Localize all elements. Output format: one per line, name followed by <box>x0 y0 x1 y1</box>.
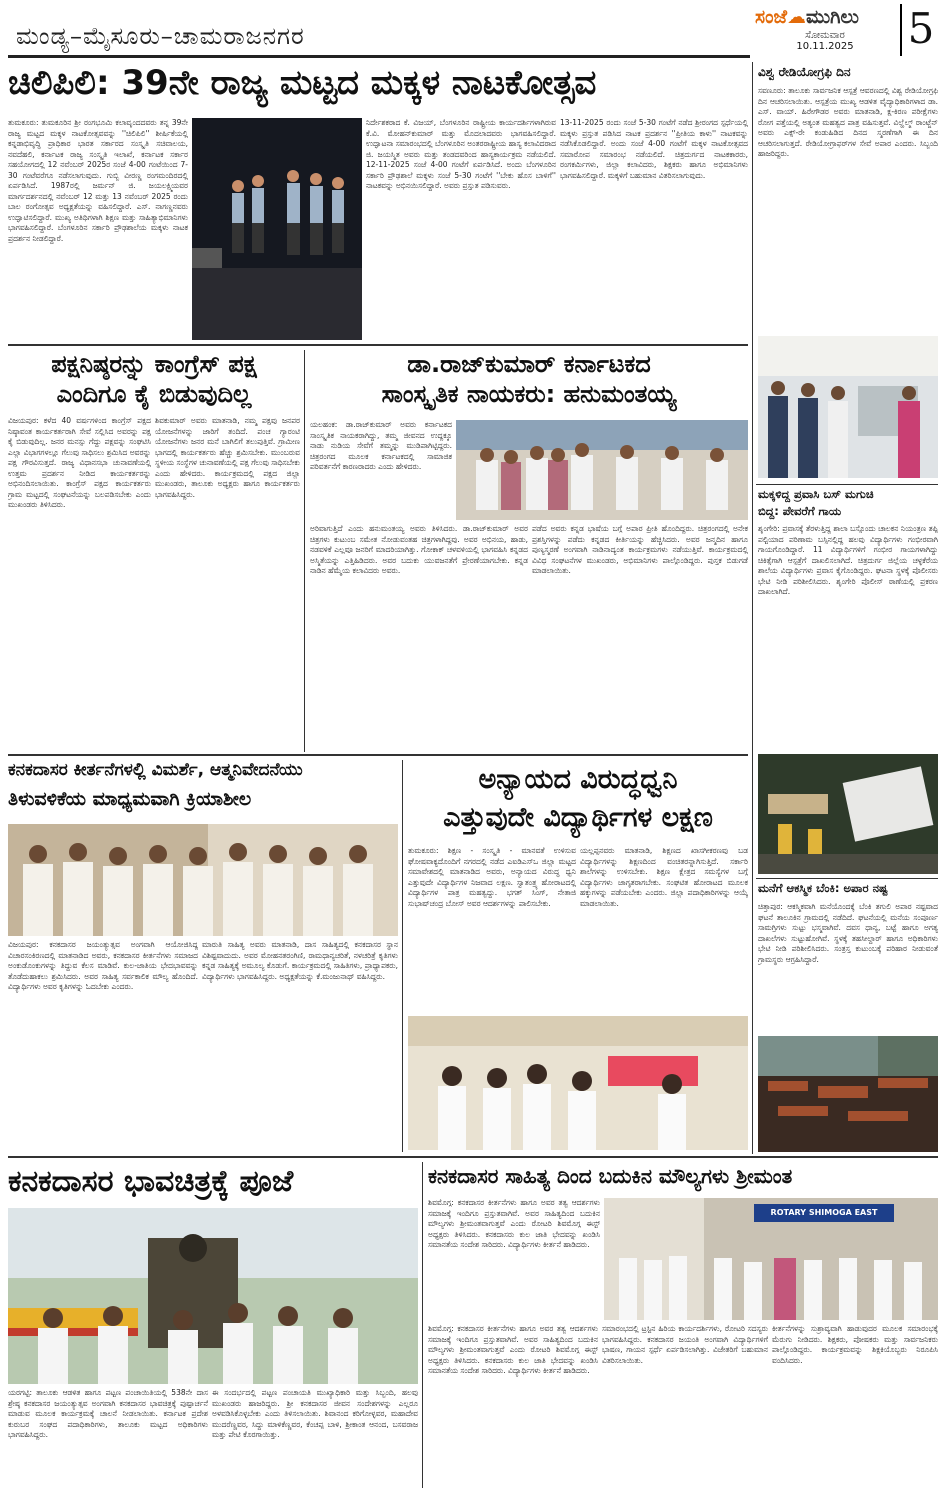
a1-text-col2: ನಿರ್ದೇಶಕರಾದ ಕೆ. ವಿಜಯ್, ಬೆಂಗಳೂರಿನ ರಾಷ್ಟ್ರೀಯ ಕಾರ್ಯದರ್ಶಿಗಳಾಗಿರುವ ಕೆ.ವಿ. ಮೋಹನ್‌ಕುಮಾರ್ ಮತ್ತು ಮೊದಲಾದವರು ಭಾಗವಹಿಸಲಿದ್ದಾರೆ. ಉದ್ಘಾಟನಾ ಸಮಾರಂಭದಲ್ಲಿ ಬೆಂಗಳೂರಿನ ಅಂತರರಾಷ್ಟ್ರೀಯ ಹಾಸ್ಯ ಕಲಾವಿದರಾದ ಜಿ. ಜಯಸ್ಮಿತ ಅವರು ಮತ್ತು ತಂಡದವರಿಂದ ಹಾಸ್ಯಕಾರ್ಯಕ್ರಮ ನಡೆಯಲಿದೆ. 12-11-2025 ಸಂಜೆ 4-00 ಗಂಟೆಗೆ ಏರ್ಪಡಿಸಿದೆ. ಅಂದು ಬೆಂಗಳೂರಿನ ಸರ್ಕಾರಿ ಪ್ರೌಢಶಾಲೆ ಮಕ್ಕಳು ಸಂಜೆ 5-30 ಗಂಟೆಗೆ ''ಬೇಕು ಹೊಸ ಬಾಳಿಗೆ'' ನಾಟಕವನ್ನು ಅಭಿನಯಿಸಲಿದ್ದಾರೆ. ಅವರು ಪ್ರಸ್ತುತ ಪಡಿಸುವರು. <box>366 118 556 190</box>
a5-students-photo <box>408 1016 748 1150</box>
divider <box>8 754 748 756</box>
a5-text-col2: ಯಲ್ಲಪ್ಪನವರು ಮಾತನಾಡಿ, ಶಿಕ್ಷಣದ ಖಾಸಗೀಕರಣವು ಬಡ ವಿದ್ಯಾರ್ಥಿಗಳನ್ನು ಶಿಕ್ಷಣದಿಂದ ವಂಚಿತರನ್ನಾಗಿಸುತ್ತಿದೆ. ಸರ್ಕಾರಿ ಶಾಲೆಗಳನ್ನು ಉಳಿಸಬೇಕು. ಶಿಕ್ಷಣ ಕ್ಷೇತ್ರದ ಸಮಸ್ಯೆಗಳ ಬಗ್ಗೆ ವಿದ್ಯಾರ್ಥಿಗಳು ಜಾಗೃತರಾಗಬೇಕು. ಸಂಘಟಿತ ಹೋರಾಟದ ಮೂಲಕ ಹಕ್ಕುಗಳನ್ನು ಪಡೆಯಬೇಕು ಎಂದರು. ಜಿಲ್ಲಾ ಪದಾಧಿಕಾರಿಗಳನ್ನು ಆಯ್ಕೆ ಮಾಡಲಾಯಿತು. <box>580 846 748 908</box>
sidebar-divider <box>752 62 753 1154</box>
region-header <box>8 8 750 58</box>
a1-text-col1: ತುಮಕೂರು: ತುಮಕೂರಿನ ಶ್ರೀ ರಂಗಭೂಮಿ ಕಲಾವೃಂದದವರು ತನ್ನ 39ನೇ ರಾಜ್ಯ ಮಟ್ಟದ ಮಕ್ಕಳ ನಾಟಕೋತ್ಸವವನ್ನು ''ಚಿಲಿಪಿಲಿ'' ಶೀರ್ಷಿಕೆಯಲ್ಲಿ ಕನ್ನಡಾಭಿವೃದ್ಧಿ ಪ್ರಾಧಿಕಾರ ಭಾರತ ಸರ್ಕಾರದ ಸಂಸ್ಕೃತಿ ಸಚಿವಾಲಯ, ನವದೆಹಲಿ, ಕರ್ನಾಟಕ ರಾಜ್ಯ ಸಂಸ್ಕೃತಿ ಇಲಾಖೆ, ಕರ್ನಾಟಕ ಸರ್ಕಾರ ಸಹಯೋಗದಲ್ಲಿ 12 ನವೆಂಬರ್ 2025ರ ಸಂಜೆ 4-00 ಗಂಟೆಯಿಂದ 7-30 ಗಂಟೆವರೆಗೂ ನಡೆಸಲಾಗುವುದು. ಗುಬ್ಬಿ ವೀರಣ್ಣ ರಂಗಮಂದಿರದಲ್ಲಿ ಏರ್ಪಡಿಸಿದೆ. 1987ರಲ್ಲಿ ಜರ್ಮನ್ ಜಿ. ಜಯಲಕ್ಷ್ಮಿಯವರ ಮಾರ್ಗದರ್ಶನದಲ್ಲಿ ನವೆಂಬರ್ 12 ಮತ್ತು 13 ನವೆಂಬರ್ 2025 ರಂದು ಬಾಲ ರಂಗೋತ್ಸವ ಅಧ್ಯಕ್ಷತೆಯನ್ನು ವಹಿಸಲಿದ್ದಾರೆ. ಎಸ್. ನಾಗಣ್ಣನವರು ಉದ್ಘಾಟಿಸಲಿದ್ದಾರೆ. ಮುಖ್ಯ ಅತಿಥಿಗಳಾಗಿ ಶಿಕ್ಷಣ ಮತ್ತು ಸಾಹಿತ್ಯಾಭಿಮಾನಿಗಳು ಭಾಗವಹಿಸಲಿದ್ದಾರೆ. ಬೆಂಗಳೂರಿನ ಸರ್ಕಾರಿ ಪ್ರೌಢಶಾಲೆಯ ಮಕ್ಕಳು ನಾಟಕ ಪ್ರದರ್ಶನ ನೀಡಲಿದ್ದಾರೆ. <box>8 118 188 243</box>
a4-text-col1: ವಿಜಯಪುರ: ಕನಕದಾಸರ ಜಯಂತ್ಯುತ್ಸವ ಅಂಗವಾಗಿ ಆಯೋಜಿಸಿದ್ದ ವಿಚಾರಸಂಕಿರಣದಲ್ಲಿ ಮಾತನಾಡಿದ ಅವರು, ಕನಕದಾಸರ ಕೀರ್ತನೆಗಳು ಸಮಾಜದ ಅಂಕುಡೊಂಕುಗಳನ್ನು ತಿದ್ದುವ ಕೆಲಸ ಮಾಡಿವೆ. ಕುಲ-ಜಾತಿಯ ಭೇದಭಾವವನ್ನು ತೊಡೆದುಹಾಕಲು ಶ್ರಮಿಸಿದರು. ಅವರ ಸಾಹಿತ್ಯ ಸರ್ವಕಾಲಿಕ ಮೌಲ್ಯ ಹೊಂದಿದೆ. ವಿದ್ಯಾರ್ಥಿಗಳು ಅವರ ಕೃತಿಗಳನ್ನು ಓದಬೇಕು ಎಂದರು. <box>8 940 198 991</box>
a7-headline: ಕನಕದಾಸರ ಸಾಹಿತ್ಯ ದಿಂದ ಬದುಕಿನ ಮೌಲ್ಯಗಳು ಶ್ರೀಮಂತ <box>428 1166 793 1188</box>
a7-text-col2: ಸಮಾರಂಭದಲ್ಲಿ ಟ್ರಸ್ಟಿನ ಹಿರಿಯ ಕಾರ್ಯದರ್ಶಿಗಳು, ರೋಟರಿ ಸದಸ್ಯರು ಭಾಗವಹಿಸಿದ್ದರು. ಕನಕದಾಸರ ಜಯಂತಿ ಅಂಗವಾಗಿ ವಿದ್ಯಾರ್ಥಿಗಳಿಗೆ ಭಾಷಣ, ಗಾಯನ ಸ್ಪರ್ಧೆ ಏರ್ಪಡಿಸಲಾಗಿತ್ತು. ವಿಜೇತರಿಗೆ ಬಹುಮಾನ ವಿತರಿಸಲಾಯಿತು. <box>602 1324 768 1365</box>
a1-headline: ಚಿಲಿಪಿಲಿ: 39ನೇ ರಾಜ್ಯ ಮಟ್ಟದ ಮಕ್ಕಳ ನಾಟಕೋತ್ಸವ <box>8 66 597 103</box>
a3-headline-line1: ಡಾ.ರಾಜ್‌ಕುಮಾರ್ ಕರ್ನಾಟಕದ <box>407 352 651 378</box>
a6-headline: ಕನಕದಾಸರ ಭಾವಚಿತ್ರಕ್ಕೆ ಪೂಜೆ <box>8 1166 294 1199</box>
a2-text-col1: ವಿಜಯಪುರ: ಕಳೆದ 40 ವರ್ಷಗಳಿಂದ ಕಾಂಗ್ರೆಸ್ ಪಕ್ಷದ ನಿಷ್ಠಾವಂತ ಕಾರ್ಯಕರ್ತರಾಗಿ ಸೇವೆ ಸಲ್ಲಿಸಿದ ಅವರನ್ನು ಪಕ್ಷ ಕೈ ಬಿಡುವುದಿಲ್ಲ. ಜನರ ಮನಸ್ಸು ಗೆದ್ದು ಪಕ್ಷವನ್ನು ಸಂಘಟಿಸಿ ಎಲ್ಲಾ ವಿಭಾಗಗಳಲ್ಲೂ ಗೆಲುವು ಸಾಧಿಸಲು ಶ್ರಮಿಸಿದ ಅವರನ್ನು ಪಕ್ಷ ಗೌರವಿಸುತ್ತದೆ. ರಾಜ್ಯ ವಿಧಾನಸಭಾ ಚುನಾವಣೆಯಲ್ಲಿ ಉತ್ತಮ ಪ್ರದರ್ಶನ ನೀಡಿದ ಕಾರ್ಯಕರ್ತರನ್ನು ಅಭಿನಂದಿಸಲಾಯಿತು. ಕಾಂಗ್ರೆಸ್ ಪಕ್ಷದ ಕಾರ್ಯಕರ್ತರು ಗ್ರಾಮ ಮಟ್ಟದಲ್ಲಿ ಸಂಘಟನೆಯನ್ನು ಬಲಪಡಿಸಬೇಕು ಎಂದು ಮುಖಂಡರು ತಿಳಿಸಿದರು. <box>8 416 151 509</box>
a6-statue-photo <box>8 1208 418 1384</box>
logo-cloud-icon: ☁ <box>787 6 807 28</box>
issue-date: 10.11.2025 <box>796 41 854 52</box>
divider <box>402 760 403 1152</box>
a4-headline-line1: ಕನಕದಾಸರ ಕೀರ್ತನೆಗಳಲ್ಲಿ ವಿಮರ್ಶೆ, ಆತ್ಮನಿವೇದನೆಯು <box>8 762 303 780</box>
s2-headline-line2: ಬಿದ್ದ: ಪೇವರೆಗೆ ಗಾಯ <box>758 505 842 518</box>
s2-bus-accident-photo <box>758 754 938 874</box>
a5-headline-line2: ಎತ್ತುವುದೇ ವಿದ್ಯಾರ್ಥಿಗಳ ಲಕ್ಷಣ <box>443 804 713 833</box>
a3-text-col2: ಪಡೆದ ಅವರು ಕನ್ನಡ ಭಾಷೆಯ ಬಗ್ಗೆ ಅಪಾರ ಪ್ರೀತಿ ಹೊಂದಿದ್ದರು. ಚಿತ್ರರಂಗದಲ್ಲಿ ಅನೇಕ ಪ್ರಶಸ್ತಿಗಳನ್ನು ಪಡೆದು ಕನ್ನಡದ ಕೀರ್ತಿಯನ್ನು ಹೆಚ್ಚಿಸಿದರು. ಅವರ ಜನ್ಮದಿನ ಹಾಗೂ ಪುಣ್ಯಸ್ಮರಣೆ ಅಂಗವಾಗಿ ನಾಡಿನಾದ್ಯಂತ ಕಾರ್ಯಕ್ರಮಗಳು ನಡೆಯುತ್ತಿವೆ. ಕಾರ್ಯಕ್ರಮದಲ್ಲಿ ವಿವಿಧ ಸಂಘಟನೆಗಳ ಮುಖಂಡರು, ಅಭಿಮಾನಿಗಳು ಪಾಲ್ಗೊಂಡಿದ್ದರು. ಪುಸ್ತಕ ಬಿಡುಗಡೆ ಮಾಡಲಾಯಿತು. <box>532 524 748 575</box>
a2-headline-line1: ಪಕ್ಷನಿಷ್ಠರನ್ನು ಕಾಂಗ್ರೆಸ್ ಪಕ್ಷ <box>51 352 257 378</box>
a2-text-col2: ಶಿವಕುಮಾರ್ ಅವರು ಮಾತನಾಡಿ, ನಮ್ಮ ಪಕ್ಷವು ಜನಪರ ಯೋಜನೆಗಳನ್ನು ಜಾರಿಗೆ ತಂದಿದೆ. ಪಂಚ ಗ್ಯಾರಂಟಿ ಯೋಜನೆಗಳು ಜನರ ಮನೆ ಬಾಗಿಲಿಗೆ ತಲುಪುತ್ತಿವೆ. ಗ್ರಾಮೀಣ ಭಾಗದಲ್ಲಿ ಕಾರ್ಯಕರ್ತರು ಹೆಚ್ಚು ಶ್ರಮಿಸಬೇಕು. ಮುಂಬರುವ ಸ್ಥಳೀಯ ಸಂಸ್ಥೆಗಳ ಚುನಾವಣೆಯಲ್ಲಿ ಪಕ್ಷ ಗೆಲುವು ಸಾಧಿಸಬೇಕು ಎಂದು ಹೇಳಿದರು. ಕಾರ್ಯಕ್ರಮದಲ್ಲಿ ಪಕ್ಷದ ಜಿಲ್ಲಾ ಮುಖಂಡರು, ತಾಲೂಕು ಅಧ್ಯಕ್ಷರು ಹಾಗೂ ಕಾರ್ಯಕರ್ತರು ಭಾಗವಹಿಸಿದ್ದರು. <box>155 416 300 499</box>
divider <box>756 878 938 879</box>
a3-headline-line2: ಸಾಂಸ್ಕೃತಿಕ ನಾಯಕರು: ಹನುಮಂತಯ್ಯ <box>381 382 677 408</box>
a3-text-intro: ಯಲಹಂಕ: ಡಾ.ರಾಜ್‌ಕುಮಾರ್ ಅವರು ಕರ್ನಾಟಕದ ಸಾಂಸ್ಕೃತಿಕ ನಾಯಕರಾಗಿದ್ದು, ತಮ್ಮ ಜೀವನದ ಉದ್ದಕ್ಕೂ ನಾಡು ನುಡಿಯ ಸೇವೆಗೆ ತಮ್ಮನ್ನು ಮುಡಿಪಾಗಿಟ್ಟಿದ್ದರು. ಚಿತ್ರರಂಗದ ಮೂಲಕ ಕರ್ನಾಟಕದಲ್ಲಿ ಸಾಮಾಜಿಕ ಪರಿವರ್ತನೆಗೆ ಕಾರಣರಾದರು ಎಂದು ಹೇಳಿದರು. <box>310 420 452 471</box>
s1-hospital-photo <box>758 336 938 478</box>
a4-group-photo <box>8 824 398 936</box>
s2-text: ಶೃಂಗೇರಿ: ಪ್ರವಾಸಕ್ಕೆ ತೆರಳುತ್ತಿದ್ದ ಶಾಲಾ ಬಸ್ಸೊಂದು ಚಾಲಕನ ನಿಯಂತ್ರಣ ತಪ್ಪಿ ಪಲ್ಟಿಯಾದ ಪರಿಣಾಮ ಬಸ್ಸಿನಲ್ಲಿದ್ದ ಹಲವು ವಿದ್ಯಾರ್ಥಿಗಳು ಗಂಭೀರವಾಗಿ ಗಾಯಗೊಂಡಿದ್ದಾರೆ. 11 ವಿದ್ಯಾರ್ಥಿಗಳಿಗೆ ಗಂಭೀರ ಗಾಯಗಳಾಗಿದ್ದು ಚಿಕಿತ್ಸೆಗಾಗಿ ಆಸ್ಪತ್ರೆಗೆ ದಾಖಲಿಸಲಾಗಿದೆ. ಚಿತ್ರದುರ್ಗ ಜಿಲ್ಲೆಯ ಚಳ್ಳಕೆರೆಯ ಶಾಲೆಯ ವಿದ್ಯಾರ್ಥಿಗಳು ಪ್ರವಾಸ ಕೈಗೊಂಡಿದ್ದರು. ಘಟನಾ ಸ್ಥಳಕ್ಕೆ ಪೊಲೀಸರು ಭೇಟಿ ನೀಡಿ ಪರಿಶೀಲಿಸಿದರು. ಶೃಂಗೇರಿ ಪೊಲೀಸ್ ಠಾಣೆಯಲ್ಲಿ ಪ್ರಕರಣ ದಾಖಲಾಗಿದೆ. <box>758 524 938 596</box>
a2-headline-line2: ಎಂದಿಗೂ ಕೈ ಬಿಡುವುದಿಲ್ಲ <box>56 382 252 408</box>
a7-text-col1b: ಶಿವಮೊಗ್ಗ: ಕನಕದಾಸರ ಕೀರ್ತನೆಗಳು ಹಾಗೂ ಅವರ ತತ್ವ ಆದರ್ಶಗಳು ಸಮಾಜಕ್ಕೆ ಇಂದಿಗೂ ಪ್ರಸ್ತುತವಾಗಿವೆ. ಅವರ ಸಾಹಿತ್ಯದಿಂದ ಬದುಕಿನ ಮೌಲ್ಯಗಳು ಶ್ರೀಮಂತವಾಗುತ್ತವೆ ಎಂದು ರೋಟರಿ ಶಿವಮೊಗ್ಗ ಈಸ್ಟ್ ಅಧ್ಯಕ್ಷರು ತಿಳಿಸಿದರು. ಕನಕದಾಸರು ಕುಲ ಜಾತಿ ಭೇದವನ್ನು ಖಂಡಿಸಿ ಸಮಾನತೆಯ ಸಂದೇಶ ಸಾರಿದರು. ವಿದ್ಯಾರ್ಥಿಗಳು ಕೀರ್ತನೆ ಹಾಡಿದರು. <box>428 1324 598 1375</box>
page-number: 5 <box>900 4 940 56</box>
a7-text-col3: ಕೀರ್ತನೆಗಳನ್ನು ಸುಶ್ರಾವ್ಯವಾಗಿ ಹಾಡುವುದರ ಮೂಲಕ ಸಮಾರಂಭಕ್ಕೆ ಮೆರುಗು ನೀಡಿದರು. ಶಿಕ್ಷಕರು, ಪೋಷಕರು ಮತ್ತು ಸಾರ್ವಜನಿಕರು ಪಾಲ್ಗೊಂಡಿದ್ದರು. ಕಾರ್ಯಕ್ರಮವನ್ನು ಶಿಕ್ಷಕಿಯೊಬ್ಬರು ನಿರೂಪಿಸಿ ವಂದಿಸಿದರು. <box>772 1324 938 1365</box>
divider <box>8 1156 938 1158</box>
a5-text-col1: ತುಮಕೂರು: ಶಿಕ್ಷಣ - ಸಂಸ್ಕೃತಿ - ಮಾನವತೆ ಉಳಿಸುವ ಘೋಷವಾಕ್ಯದೊಂದಿಗೆ ನಗರದಲ್ಲಿ ನಡೆದ ಎಐಡಿಎಸ್‌ಒ ಜಿಲ್ಲಾ ಮಟ್ಟದ ಸಮಾವೇಶದಲ್ಲಿ ಮಾತನಾಡಿದ ಅವರು, ಅನ್ಯಾಯದ ವಿರುದ್ಧ ಧ್ವನಿ ಎತ್ತುವುದೇ ವಿದ್ಯಾರ್ಥಿಗಳ ನಿಜವಾದ ಲಕ್ಷಣ. ಸ್ವಾತಂತ್ರ್ಯ ಹೋರಾಟದಲ್ಲಿ ವಿದ್ಯಾರ್ಥಿಗಳ ಪಾತ್ರ ಮಹತ್ವದ್ದು. ಭಗತ್ ಸಿಂಗ್, ನೇತಾಜಿ ಸುಭಾಷ್‌ಚಂದ್ರ ಬೋಸ್ ಅವರ ಆದರ್ಶಗಳನ್ನು ಪಾಲಿಸಬೇಕು. <box>408 846 576 908</box>
issue-day: ಸೋಮವಾರ <box>805 30 845 41</box>
logo-word-1: ಸಂಜೆ <box>755 6 788 28</box>
a1-stage-photo <box>192 118 362 340</box>
a4-text-col2: ಮಾರುತಿ ಸಾಹಿತ್ಯ ಅವರು ಮಾತನಾಡಿ, ದಾಸ ಸಾಹಿತ್ಯದಲ್ಲಿ ಕನಕದಾಸರ ಸ್ಥಾನ ವಿಶಿಷ್ಟವಾದುದು. ಅವರ ಮೋಹನತರಂಗಿಣಿ, ರಾಮಧಾನ್ಯಚರಿತೆ, ನಳಚರಿತ್ರೆ ಕೃತಿಗಳು ಕನ್ನಡ ಸಾಹಿತ್ಯಕ್ಕೆ ಅಮೂಲ್ಯ ಕೊಡುಗೆ. ಕಾರ್ಯಕ್ರಮದಲ್ಲಿ ಸಾಹಿತಿಗಳು, ಪ್ರಾಧ್ಯಾಪಕರು, ವಿದ್ಯಾರ್ಥಿಗಳು ಭಾಗವಹಿಸಿದ್ದರು. ಅಧ್ಯಕ್ಷತೆಯನ್ನು ಕೆ.ಮಂಜುನಾಥ್ ವಹಿಸಿದ್ದರು. <box>202 940 398 981</box>
s3-headline: ಮನೆಗೆ ಆಕಸ್ಮಿಕ ಬೆಂಕಿ: ಅಪಾರ ನಷ್ಟ <box>758 882 888 895</box>
a1-text-col3: 13-11-2025 ರಂದು ಸಂಜೆ 5-30 ಗಂಟೆಗೆ ನಡೆದ ಶ್ರೀರಂಗದ ಸ್ಪರ್ಧೆಯಲ್ಲಿ ಮಕ್ಕಳು ಪ್ರಸ್ತುತ ಪಡಿಸಿದ ನಾಟಕ ಪ್ರದರ್ಶನ ''ಪ್ರೀತಿಯ ಕಾಳು'' ನಾಟಕವನ್ನು ನಡೆಸಿಕೊಡಲಿದ್ದಾರೆ. ಅಂದು ಸಂಜೆ 4-00 ಗಂಟೆಗೆ ಮಕ್ಕಳ ನಾಟಕೋತ್ಸವದ ಸಮಾರೋಪ ಸಮಾರಂಭ ನಡೆಯಲಿದೆ. ಚಿತ್ರದುರ್ಗದ ನಾಟಕಕಾರರು, ರಂಗಕರ್ಮಿಗಳು, ಜಿಲ್ಲಾ ಕಲಾವಿದರು, ಶಿಕ್ಷಕರು ಹಾಗೂ ಅಭಿಮಾನಿಗಳು ಭಾಗವಹಿಸಲಿದ್ದಾರೆ. ಮಕ್ಕಳಿಗೆ ಬಹುಮಾನ ವಿತರಿಸಲಾಗುವುದು. <box>560 118 748 180</box>
a4-headline-line2: ತಿಳುವಳಿಕೆಯ ಮಾಧ್ಯಮವಾಗಿ ಕ್ರಿಯಾಶೀಲ <box>8 790 252 810</box>
s3-text: ಚಿತ್ತಾಪುರ: ಆಕಸ್ಮಿಕವಾಗಿ ಮನೆಯೊಂದಕ್ಕೆ ಬೆಂಕಿ ತಗುಲಿ ಅಪಾರ ನಷ್ಟವಾದ ಘಟನೆ ತಾಲೂಕಿನ ಗ್ರಾಮದಲ್ಲಿ ನಡೆದಿದೆ. ಘಟನೆಯಲ್ಲಿ ಮನೆಯ ಸಂಪೂರ್ಣ ಸಾಮಗ್ರಿಗಳು ಸುಟ್ಟು ಭಸ್ಮವಾಗಿವೆ. ದವಸ ಧಾನ್ಯ, ಬಟ್ಟೆ ಹಾಗೂ ಅಗತ್ಯ ದಾಖಲೆಗಳು ಸುಟ್ಟುಹೋಗಿವೆ. ಸ್ಥಳಕ್ಕೆ ತಹಸೀಲ್ದಾರ್ ಹಾಗೂ ಅಧಿಕಾರಿಗಳು ಭೇಟಿ ನೀಡಿ ಪರಿಶೀಲಿಸಿದರು. ಸಂತ್ರಸ್ತ ಕುಟುಂಬಕ್ಕೆ ಪರಿಹಾರ ನೀಡುವಂತೆ ಗ್ರಾಮಸ್ಥರು ಆಗ್ರಹಿಸಿದ್ದಾರೆ. <box>758 902 938 964</box>
logo-word-2: ಮುಗಿಲು <box>806 6 859 28</box>
paper-logo <box>755 6 895 52</box>
a6-text-col2: ಈ ಸಂದರ್ಭದಲ್ಲಿ ಪಟ್ಟಣ ಪಂಚಾಯತಿ ಮುಖ್ಯಾಧಿಕಾರಿ ಮತ್ತು ಸಿಬ್ಬಂದಿ, ಹಲವು ಮುಖಂಡರು ಹಾಜರಿದ್ದರು. ಶ್ರೀ ಕನಕದಾಸರ ಜೀವನ ಸಂದೇಶಗಳನ್ನು ಎಲ್ಲರೂ ಅಳವಡಿಸಿಕೊಳ್ಳಬೇಕು ಎಂದು ತಿಳಿಸಲಾಯಿತು. ಶಿವಾನಂದ ಕರಿಗೋಳ್ಳವರ, ಮಹಾದೇವ ಮುದರೆಣ್ಣವರ, ಸಿದ್ದು ಮಾಳಿಕೆಣ್ಣವರ, ಕೆಂಚಪ್ಪ ಬಾಳಿ, ಶ್ರೀಕಾಂತ ಆನಂದ, ಬಸವರಾಜ ಮತ್ತು ಪೇಟಿ ಕೊರಗಾಯಿತ್ತು. <box>212 1388 418 1439</box>
a7-banner-text: ROTARY SHIMOGA EAST <box>770 1208 878 1217</box>
divider <box>422 1162 423 1488</box>
a3-text-col1: ಅರಿವಾಗುತ್ತಿದೆ ಎಂದು ಹನುಮಂತಯ್ಯ ಅವರು ತಿಳಿಸಿದರು. ಡಾ.ರಾಜ್‌ಕುಮಾರ್ ಅವರ ಚಿತ್ರಗಳು ಕುಟುಂಬ ಸಮೇತ ನೋಡುವಂತಹ ಚಿತ್ರಗಳಾಗಿದ್ದವು. ಅವರ ಅಭಿನಯ, ಹಾಡು, ನಡವಳಿಕೆ ಎಲ್ಲವೂ ಜನರಿಗೆ ಮಾದರಿಯಾಗಿತ್ತು. ಗೋಕಾಕ್ ಚಳವಳಿಯಲ್ಲಿ ಭಾಗವಹಿಸಿ ಕನ್ನಡದ ಅಸ್ಮಿತೆಯನ್ನು ಎತ್ತಿಹಿಡಿದರು. ಅವರ ಬದುಕು ಯುವಜನತೆಗೆ ಪ್ರೇರಣೆಯಾಗಬೇಕು. ಕನ್ನಡ ನಾಡಿನ ಹೆಮ್ಮೆಯ ಕಲಾವಿದರು ಅವರು. <box>310 524 528 575</box>
s1-text: ಸವಣೂರು: ತಾಲೂಕು ಸಾರ್ವಜನಿಕ ಆಸ್ಪತ್ರೆ ಆವರಣದಲ್ಲಿ ವಿಶ್ವ ರೇಡಿಯೋಗ್ರಫಿ ದಿನ ಆಚರಿಸಲಾಯಿತು. ಆಸ್ಪತ್ರೆಯ ಮುಖ್ಯ ಆಡಳಿತ ವೈದ್ಯಾಧಿಕಾರಿಗಳಾದ ಡಾ. ಎಸ್. ವಾಯ್. ಹಿರೇಗೌಡರ ಅವರು ಮಾತನಾಡಿ, ಕ್ಷ-ಕಿರಣ ಪರೀಕ್ಷೆಗಳು ರೋಗ ಪತ್ತೆಯಲ್ಲಿ ಅತ್ಯಂತ ಮಹತ್ವದ ಪಾತ್ರ ವಹಿಸುತ್ತವೆ. ವಿಲ್ಹೆಲ್ಮ್ ರಾಂಟ್ಜೆನ್ ಅವರು ಎಕ್ಸ್-ರೇ ಕಂಡುಹಿಡಿದ ದಿನದ ಸ್ಮರಣೆಗಾಗಿ ಈ ದಿನ ಆಚರಿಸಲಾಗುತ್ತದೆ. ರೇಡಿಯೋಗ್ರಾಫರ್‌ಗಳ ಸೇವೆ ಅಪಾರ ಎಂದರು. ಸಿಬ್ಬಂದಿ ಹಾಜರಿದ್ದರು. <box>758 86 938 158</box>
region-title: ಮಂಡ್ಯ–ಮೈಸೂರು–ಚಾಮರಾಜನಗರ <box>16 22 305 50</box>
a6-text-col1: ಯರಗಟ್ಟಿ: ತಾಲೂಕು ಆಡಳಿತ ಹಾಗೂ ಪಟ್ಟಣ ಪಂಚಾಯಿತಿಯಲ್ಲಿ 538ನೇ ದಾಸ ಶ್ರೇಷ್ಠ ಕನಕದಾಸರ ಜಯಂತ್ಯುತ್ಸವ ಅಂಗವಾಗಿ ಕನಕದಾಸರ ಭಾವಚಿತ್ರಕ್ಕೆ ಪುಷ್ಪಾರ್ಚನೆ ಮಾಡುವ ಮೂಲಕ ಕಾರ್ಯಕ್ರಮಕ್ಕೆ ಚಾಲನೆ ನೀಡಲಾಯಿತು. ಕರ್ನಾಟಕ ಪ್ರದೇಶ ಕುರುಬರ ಸಂಘದ ಪದಾಧಿಕಾರಿಗಳು, ತಾಲೂಕು ಮಟ್ಟದ ಅಧಿಕಾರಿಗಳು ಭಾಗವಹಿಸಿದ್ದರು. <box>8 1388 208 1439</box>
a7-text-col1: ಶಿವಮೊಗ್ಗ: ಕನಕದಾಸರ ಕೀರ್ತನೆಗಳು ಹಾಗೂ ಅವರ ತತ್ವ ಆದರ್ಶಗಳು ಸಮಾಜಕ್ಕೆ ಇಂದಿಗೂ ಪ್ರಸ್ತುತವಾಗಿವೆ. ಅವರ ಸಾಹಿತ್ಯದಿಂದ ಬದುಕಿನ ಮೌಲ್ಯಗಳು ಶ್ರೀಮಂತವಾಗುತ್ತವೆ ಎಂದು ರೋಟರಿ ಶಿವಮೊಗ್ಗ ಈಸ್ಟ್ ಅಧ್ಯಕ್ಷರು ತಿಳಿಸಿದರು. ಕನಕದಾಸರು ಕುಲ ಜಾತಿ ಭೇದವನ್ನು ಖಂಡಿಸಿ ಸಮಾನತೆಯ ಸಂದೇಶ ಸಾರಿದರು. ವಿದ್ಯಾರ್ಥಿಗಳು ಕೀರ್ತನೆ ಹಾಡಿದರು. <box>428 1198 600 1249</box>
s3-burnt-house-photo <box>758 1036 938 1152</box>
s1-headline: ವಿಶ್ವ ರೇಡಿಯೋಗ್ರಫಿ ದಿನ <box>758 66 851 79</box>
a3-book-release-photo <box>456 420 748 520</box>
s2-headline-line1: ಮಕ್ಕಳಿದ್ದ ಪ್ರವಾಸಿ ಬಸ್ ಮಗುಚಿ <box>758 488 874 501</box>
divider <box>756 484 938 485</box>
a5-headline-line1: ಅನ್ಯಾಯದ ವಿರುದ್ಧಧ್ವನಿ <box>478 766 678 795</box>
divider <box>304 350 305 752</box>
a7-rotary-photo <box>604 1198 938 1320</box>
divider <box>8 344 748 346</box>
